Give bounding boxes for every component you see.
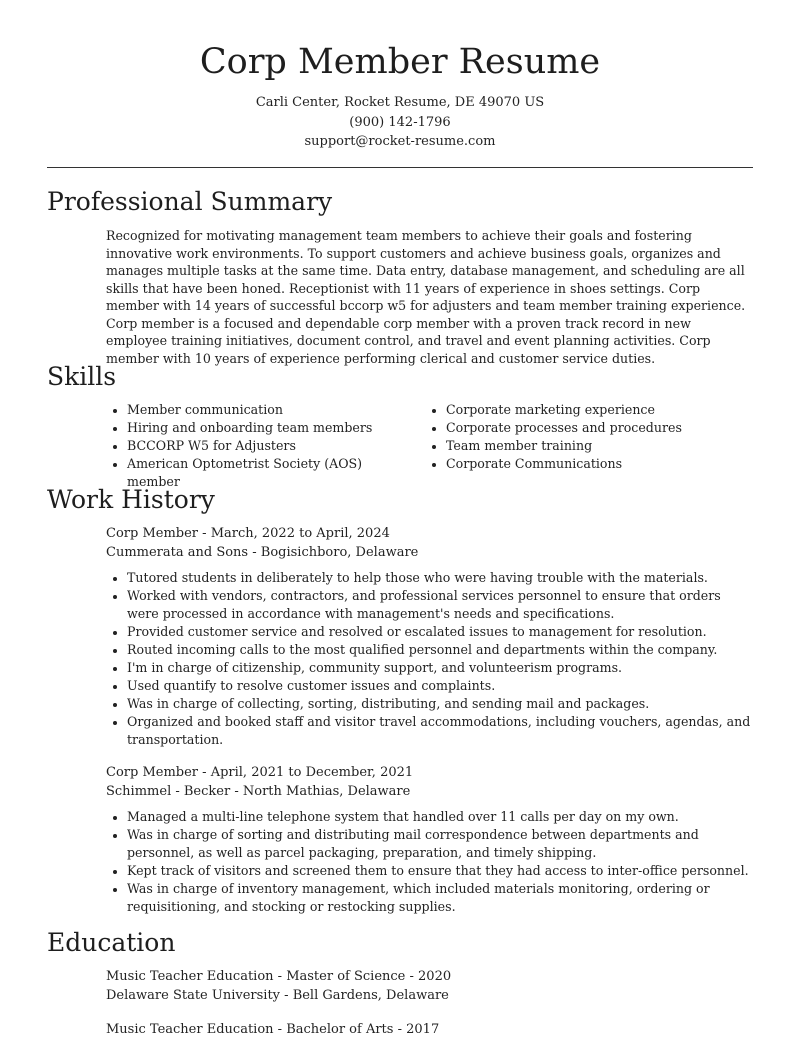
job-bullet: I'm in charge of citizenship, community support, and volunteerism programs. <box>106 659 756 677</box>
education-degree: Master of Science <box>286 969 406 984</box>
job-bullet: Worked with vendors, contractors, and professional services personnel to ensure that orders were processed in accordance with management's needs and specifications. <box>106 587 756 623</box>
job-bullets <box>106 569 756 749</box>
separator: - <box>230 784 243 799</box>
section-title-skills: Skills <box>47 362 117 391</box>
job-bullet: Managed a multi-line telephone system that handled over 11 calls per day on my own. <box>106 808 756 826</box>
skill-item: Member communication <box>106 401 416 419</box>
job-title-line <box>106 524 756 543</box>
job-company-line <box>106 543 756 562</box>
skill-item: Corporate marketing experience <box>425 401 755 419</box>
job-location: Bogisichboro, Delaware <box>260 545 419 560</box>
skill-item: American Optometrist Society (AOS) member <box>106 455 416 491</box>
separator: - <box>198 526 211 541</box>
job-bullet: Used quantify to resolve customer issues and complaints. <box>106 677 756 695</box>
job-company: Schimmel - Becker <box>106 784 231 799</box>
education-school-line <box>106 986 756 1005</box>
job-bullet: Organized and booked staff and visitor travel accommodations, including vouchers, agendas, and transportation. <box>106 713 756 749</box>
education-field: Music Teacher Education <box>106 1022 274 1037</box>
section-title-education: Education <box>47 928 176 957</box>
resume-title: Corp Member Resume <box>199 42 601 82</box>
contact-phone: (900) 142-1796 <box>349 115 451 130</box>
separator: - <box>248 545 261 560</box>
header-divider <box>47 167 753 168</box>
education-year: 2020 <box>418 969 452 984</box>
summary-text: Recognized for motivating management team members to achieve their goals and fostering innovative work environments. To support customers and achieve business goals, organizes and manages multiple tasks at the same time. Data entry, database management, and scheduling are all skills that have been honed. Receptionist with 11 years of experience in shoes settings. Corp member with 14 years of successful bccorp w5 for adjusters and team member training experience. Corp member is a focused and dependable corp member with a proven track record in new employee training initiatives, document control, and travel and event planning activities. Corp member with 10 years of experience performing clerical and customer service duties. <box>106 228 746 366</box>
skill-item: Hiring and onboarding team members <box>106 419 416 437</box>
job-bullet: Was in charge of sorting and distributing mail correspondence between departments and personnel, as well as parcel packaging, preparation, and timely shipping. <box>106 826 756 862</box>
skill-item: Team member training <box>425 437 755 455</box>
separator: - <box>273 969 287 984</box>
job-bullet: Was in charge of collecting, sorting, distributing, and sending mail and packages. <box>106 695 756 713</box>
contact-address: Carli Center, Rocket Resume, DE 49070 US <box>255 95 545 110</box>
education-entry <box>106 967 756 1005</box>
skill-item: Corporate processes and procedures <box>425 419 755 437</box>
separator: - <box>198 765 211 780</box>
job-bullet: Routed incoming calls to the most qualified personnel and departments within the company. <box>106 641 756 659</box>
education-location: Bell Gardens, Delaware <box>292 988 449 1003</box>
separator: - <box>405 969 419 984</box>
education-school: Delaware State University <box>106 988 281 1003</box>
separator: - <box>273 1022 287 1037</box>
education-entry <box>106 1020 756 1039</box>
contact-email: support@rocket-resume.com <box>304 134 496 149</box>
education-field: Music Teacher Education <box>106 969 274 984</box>
skills-list-left <box>106 401 416 491</box>
job-company: Cummerata and Sons <box>106 545 249 560</box>
job-bullet: Provided customer service and resolved or escalated issues to management for resolution. <box>106 623 756 641</box>
separator: - <box>280 988 293 1003</box>
skills-list-right <box>425 401 755 473</box>
skill-item: BCCORP W5 for Adjusters <box>106 437 416 455</box>
job-company-line <box>106 782 756 801</box>
section-title-summary: Professional Summary <box>47 187 333 216</box>
skill-item: Corporate Communications <box>425 455 755 473</box>
section-title-work-history: Work History <box>47 485 215 514</box>
job-bullet: Tutored students in deliberately to help those who were having trouble with the materials. <box>106 569 756 587</box>
job-title-line <box>106 763 756 782</box>
job-bullet: Kept track of visitors and screened them to ensure that they had access to inter-office personnel. <box>106 862 756 880</box>
education-degree-line <box>106 967 756 986</box>
job-dates: March, 2022 to April, 2024 <box>210 526 390 541</box>
job-header <box>106 763 756 801</box>
education-degree-line <box>106 1020 756 1039</box>
job-header <box>106 524 756 562</box>
education-degree: Bachelor of Arts <box>286 1022 394 1037</box>
separator: - <box>393 1022 407 1037</box>
job-dates: April, 2021 to December, 2021 <box>210 765 414 780</box>
job-role: Corp Member <box>106 526 199 541</box>
job-bullets <box>106 808 756 916</box>
job-location: North Mathias, Delaware <box>242 784 411 799</box>
education-year: 2017 <box>406 1022 440 1037</box>
job-role: Corp Member <box>106 765 199 780</box>
job-bullet: Was in charge of inventory management, which included materials monitoring, ordering or requisitioning, and stocking or restocking supplies. <box>106 880 756 916</box>
